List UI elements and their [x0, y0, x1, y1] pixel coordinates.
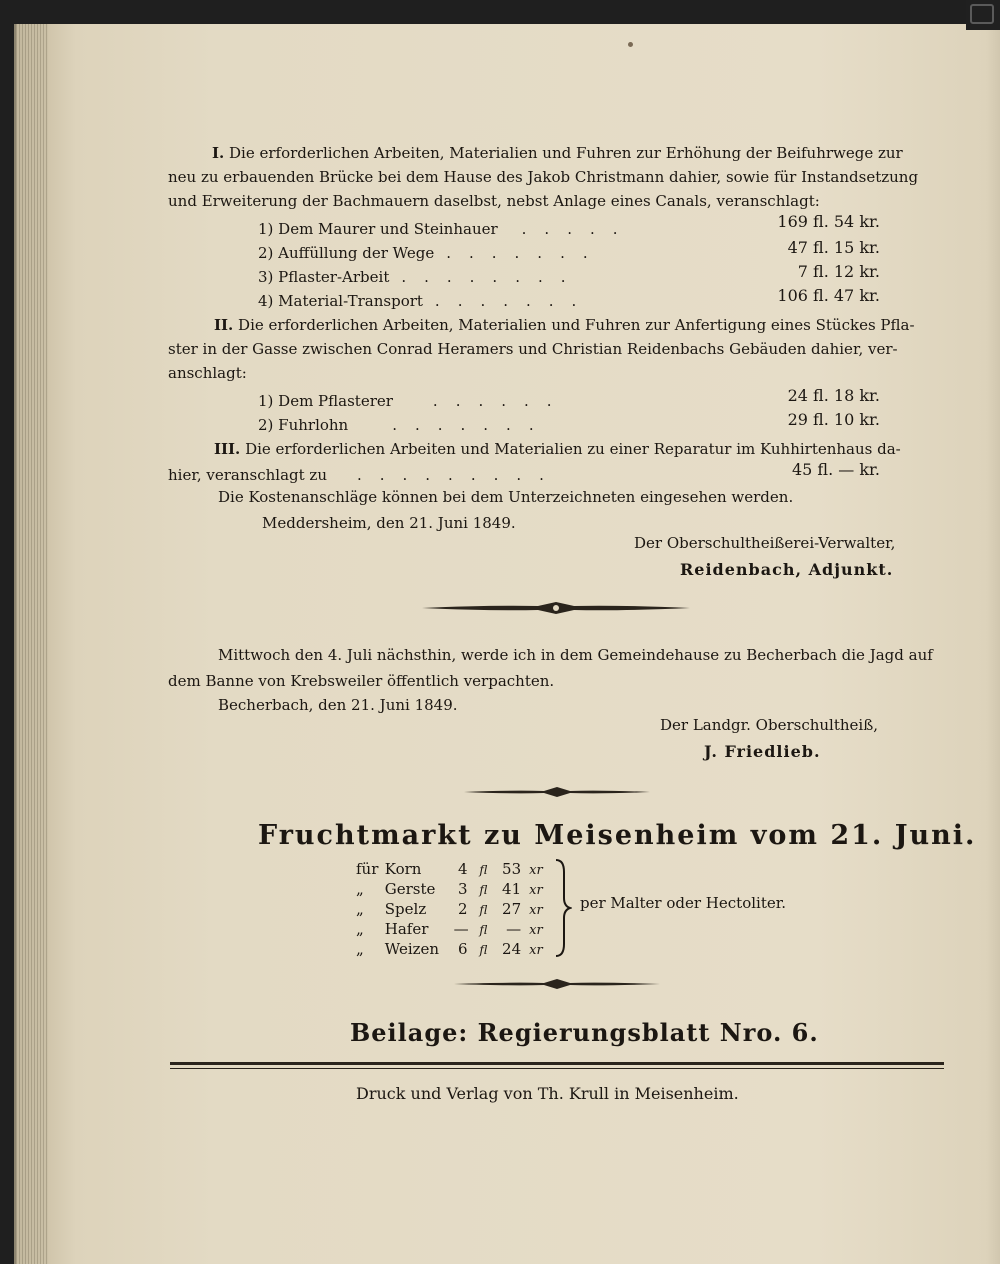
notice-2-place-date: Becherbach, den 21. Juni 1849. [218, 696, 458, 714]
section-1-item-4: 4) Material-Transport ....... [258, 292, 595, 310]
section-2-item-2: 2) Fuhrlohn ....... [258, 416, 552, 434]
section-1-item-2: 2) Auffüllung der Wege ....... [258, 244, 606, 262]
per-unit-note: per Malter oder Hectoliter. [580, 894, 787, 912]
section-1-text-line-2: neu zu erbauenden Brücke bei dem Hause des Jakob Christmann dahier, sowie für Instandsetzung [168, 168, 919, 186]
binder-clip [966, 0, 1000, 30]
ornamental-divider-1 [420, 600, 692, 616]
notice-1-closing: Die Kostenanschläge können bei dem Unterzeichneten eingesehen werden. [218, 488, 794, 506]
section-2-text-line-1: II. Die erforderlichen Arbeiten, Materialien und Fuhren zur Anfertigung eines Stückes Pfla- [214, 316, 915, 334]
section-2-text-line-3: anschlagt: [168, 364, 247, 382]
notice-2-text-line-1: Mittwoch den 4. Juli nächsthin, werde ich in dem Gemeindehause zu Becherbach die Jagd auf [218, 646, 933, 664]
section-1-text-line-3: und Erweiterung der Bachmauern daselbst, nebst Anlage eines Canals, veranschlagt: [168, 192, 820, 210]
notice-1-signer-name: Reidenbach, Adjunkt. [680, 560, 894, 579]
bleed-through-text [640, 230, 649, 260]
section-2-item-2-amount: 29 fl. 10 kr. [787, 410, 880, 429]
page-stack-edges [16, 24, 48, 1264]
section-1-text-line-1: I. Die erforderlichen Arbeiten, Materialien und Fuhren zur Erhöhung der Beifuhrwege zur [212, 144, 903, 162]
section-1-item-1-amount: 169 fl. 54 kr. [777, 212, 880, 231]
section-3-amount: 45 fl. — kr. [791, 460, 880, 479]
price-row-hafer: „ Hafer — fl — xr [356, 920, 543, 938]
price-brace [552, 858, 572, 958]
section-1-item-2-amount: 47 fl. 15 kr. [787, 238, 880, 257]
book-page [14, 24, 1000, 1264]
imprint-text: Druck und Verlag von Th. Krull in Meisenheim. [356, 1084, 739, 1103]
section-2-number: II. [214, 316, 234, 334]
imprint-rule-thin [170, 1068, 944, 1069]
paper-spot [628, 42, 633, 47]
notice-1-signer-title: Der Oberschultheißerei-Verwalter, [634, 534, 896, 552]
fruchtmarkt-title: Fruchtmarkt zu Meisenheim vom 21. Juni. [258, 820, 977, 851]
notice-2-signer-title: Der Landgr. Oberschultheiß, [660, 716, 878, 734]
section-2-text-line-2: ster in der Gasse zwischen Conrad Heramers und Christian Reidenbachs Gebäuden dahier, ver- [168, 340, 898, 358]
section-3-number: III. [214, 440, 241, 458]
section-3-text-line-1: III. Die erforderlichen Arbeiten und Materialien zu einer Reparatur im Kuhhirtenhaus da- [214, 440, 901, 458]
notice-1-place-date: Meddersheim, den 21. Juni 1849. [262, 514, 516, 532]
section-2-item-1-amount: 24 fl. 18 kr. [787, 386, 880, 405]
price-row-gerste: „ Gerste 3 fl 41 xr [356, 880, 543, 898]
price-row-spelz: „ Spelz 2 fl 27 xr [356, 900, 543, 918]
ornamental-divider-2 [462, 786, 652, 798]
section-1-item-1: 1) Dem Maurer und Steinhauer ..... [258, 220, 636, 238]
notice-2-text-line-2: dem Banne von Krebsweiler öffentlich verpachten. [168, 672, 555, 690]
price-row-korn: für Korn 4 fl 53 xr [356, 860, 543, 878]
price-row-weizen: „ Weizen 6 fl 24 xr [356, 940, 543, 958]
section-1-number: I. [212, 144, 225, 162]
section-3-text-line-2: hier, veranschlagt zu ......... [168, 466, 562, 484]
section-1-item-3: 3) Pflaster-Arbeit ........ [258, 268, 584, 286]
notice-2-signer-name: J. Friedlieb. [704, 742, 821, 761]
ornamental-divider-3 [452, 978, 662, 990]
section-1-item-3-amount: 7 fl. 12 kr. [797, 262, 880, 281]
clip-bar [970, 4, 994, 24]
section-1-item-4-amount: 106 fl. 47 kr. [777, 286, 880, 305]
imprint-rule [170, 1062, 944, 1065]
beilage-heading: Beilage: Regierungsblatt Nro. 6. [350, 1018, 819, 1047]
section-2-item-1: 1) Dem Pflasterer ...... [258, 392, 570, 410]
